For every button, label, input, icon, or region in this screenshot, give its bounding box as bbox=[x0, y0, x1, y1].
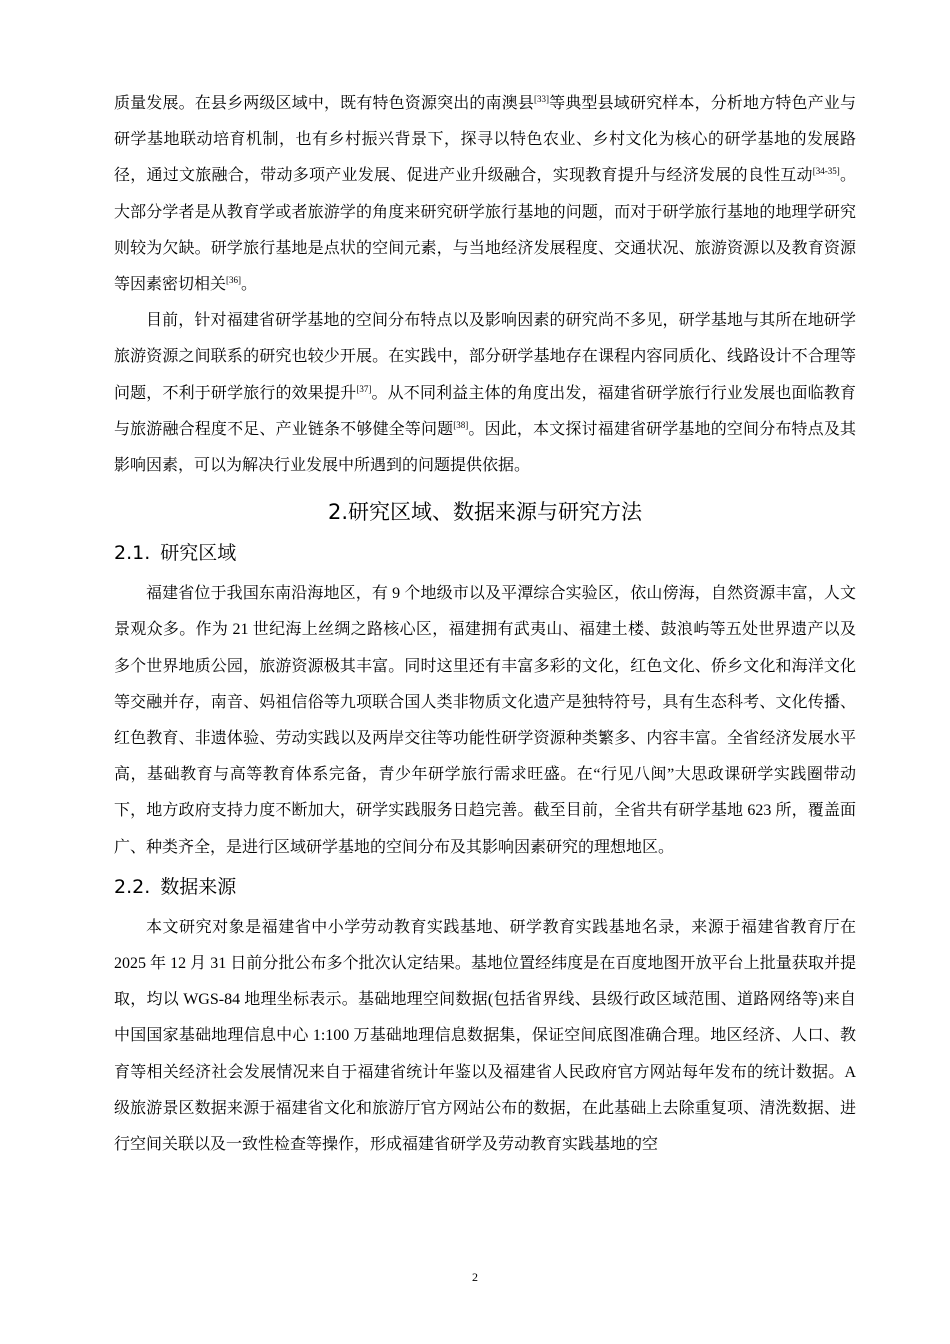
subsection-heading-study-area bbox=[114, 536, 856, 570]
text-run: 目前，针对福建省研学基地的空间分布特点以及影响因素的研究尚不多见，研学基地与其所在地研学旅游资源之间联系的研究也较少开展。在实践中，部分研学基地存在课程内容同质化、线路设计不合理等问题，不利于研学旅行的效果提升 bbox=[114, 312, 856, 402]
paragraph-data-source: 本文研究对象是福建省中小学劳动教育实践基地、研学教育实践基地名录，来源于福建省教育厅在 2025 年 12 月 31 日前分批公布多个批次认定结果。基地位置经纬度是在百度地图开放平台上批量获取并提取，均以 WGS-84 地理坐标表示。基础地理空间数据(包括省界线、县级行政区域范围、道路网络等)来自中国国家基础地理信息中心 1:100 万基础地理信息数据集，保证空间底图准确合理。地区经济、人口、教育等相关经济社会发展情况来自于福建省统计年鉴以及福建省人民政府官方网站每年发布的统计数据。A 级旅游景区数据来源于福建省文化和旅游厅官方网站公布的数据，在此基础上去除重复项、清洗数据、进行空间关联以及一致性检查等操作，形成福建省研学及劳动教育实践基地的空 bbox=[114, 918, 856, 1154]
text-run: 质量发展。在县乡两级区域中，既有特色资源突出的南澳县 bbox=[114, 95, 535, 112]
text-run: 。大部分学者是从教育学或者旅游学的角度来研究研学旅行基地的问题，而对于研学旅行基地的地理学研究则较为欠缺。研学旅行基地是点状的空间元素，与当地经济发展程度、交通状况、旅游资源以及教育资源等因素密切相关 bbox=[114, 167, 856, 294]
citation-ref: [34-35] bbox=[812, 166, 840, 177]
text-run: 等典型县域研究样本，分析地方特色产业与研学基地联动培育机制，也有乡村振兴背景下，探寻以特色农业、乡村文化为核心的研学基地的发展路径，通过文旅融合，带动多项产业发展、促进产业升级融合，实现教育提升与经济发展的良性互动 bbox=[114, 95, 856, 185]
subsection-title: 研究区域 bbox=[160, 542, 237, 565]
subsection-number: 2.2. bbox=[114, 875, 151, 898]
section-heading: 2.研究区域、数据来源与研究方法 bbox=[327, 500, 643, 525]
citation-ref: [37] bbox=[356, 383, 372, 394]
text-run: 。 bbox=[241, 276, 258, 294]
paragraph-study-area: 福建省位于我国东南沿海地区，有 9 个地级市以及平潭综合实验区，依山傍海，自然资源丰富，人文景观众多。作为 21 世纪海上丝绸之路核心区，福建拥有武夷山、福建土楼、鼓浪屿等五处世界遗产以及多个世界地质公园，旅游资源极其丰富。同时这里还有丰富多彩的文化，红色文化、侨乡文化和海洋文化等交融并存，南音、妈祖信俗等九项联合国人类非物质文化遗产是独特符号，具有生态科考、文化传播、红色教育、非遗体验、劳动实践以及两岸交往等功能性研学资源种类繁多、内容丰富。全省经济发展水平高，基础教育与高等教育体系完备，青少年研学旅行需求旺盛。在“行见八闽”大思政课研学实践圈带动下，地方政府支持力度不断加大，研学实践服务日趋完善。截至目前，全省共有研学基地 623 所，覆盖面广、种类齐全，是进行区域研学基地的空间分布及其影响因素研究的理想地区。 bbox=[114, 585, 856, 856]
citation-ref: [36] bbox=[226, 275, 242, 286]
citation-ref: [38] bbox=[453, 419, 469, 430]
paragraph-related-research bbox=[114, 86, 856, 303]
subsection-number: 2.1. bbox=[114, 542, 151, 565]
page-content bbox=[114, 86, 856, 1163]
subsection-title: 数据来源 bbox=[160, 875, 237, 898]
subsection-heading-data-source bbox=[114, 870, 856, 904]
text-run: 。从不同利益主体的角度出发，福建省研学旅行行业发展也面临教育与旅游融合程度不足、产业链条不够健全等问题 bbox=[114, 384, 856, 438]
paragraph-research-gap bbox=[114, 303, 856, 484]
citation-ref: [33] bbox=[534, 94, 550, 104]
page-number: 2 bbox=[472, 1270, 478, 1284]
text-run: 。因此，本文探讨福建省研学基地的空间分布特点及其影响因素，可以为解决行业发展中所遇到的问题提供依据。 bbox=[114, 420, 856, 475]
